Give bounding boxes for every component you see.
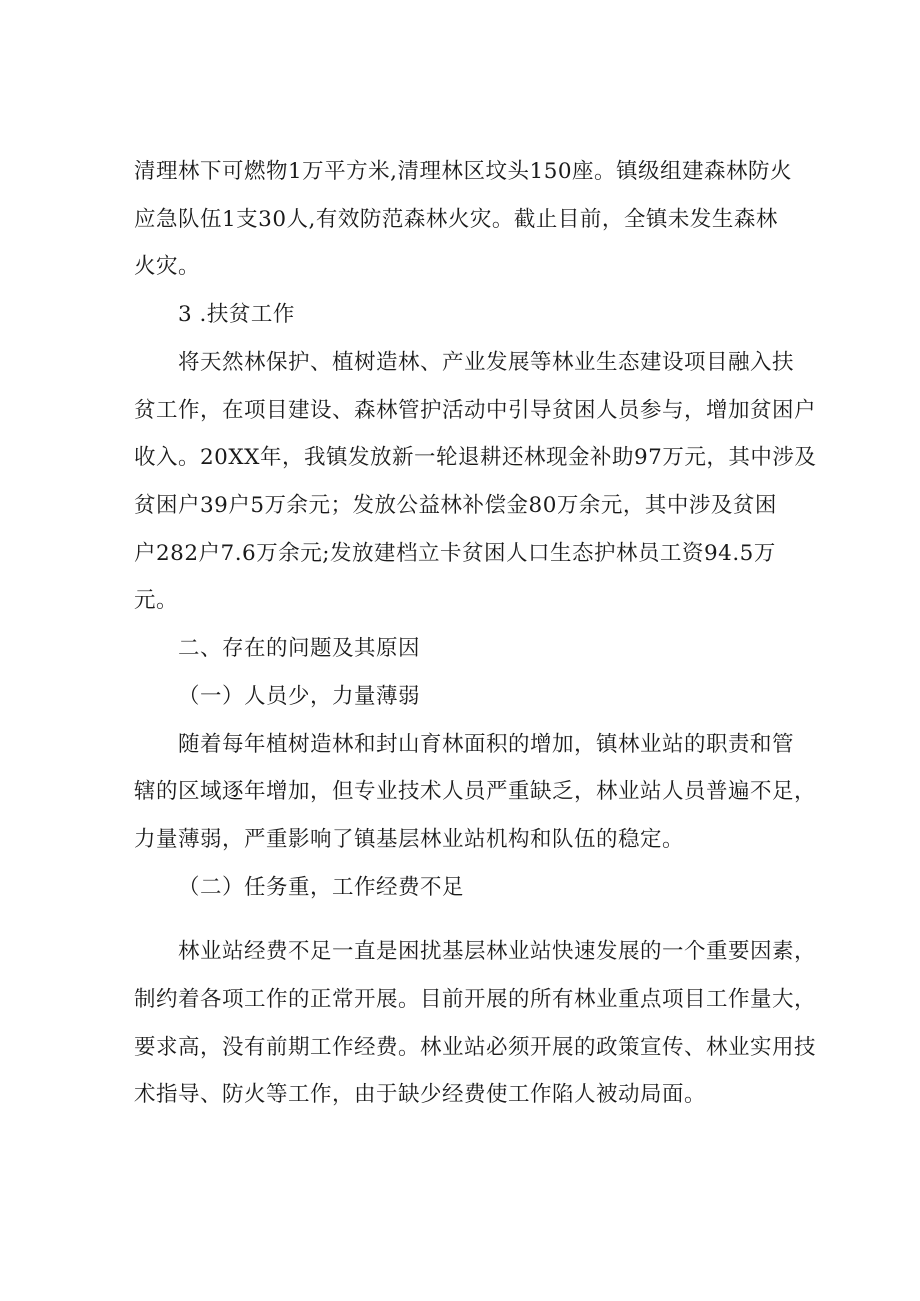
subsection-heading-funding: （二）任务重，工作经费不足 [178,875,465,900]
paragraph-line: 术指导、防火等工作，由于缺少经费使工作陷人被动局面。 [134,1082,707,1107]
paragraph-line: 应急队伍1支30人,有效防范森林火灾。截止目前，全镇未发生森林 [134,207,778,232]
paragraph-line: 收入。20XX年，我镇发放新一轮退耕还林现金补助97万元，其中涉及 [134,445,817,470]
paragraph-line: 贫困户39户5万余元；发放公益林补偿金80万余元，其中涉及贫困 [134,493,777,518]
paragraph-line: 制约着各项工作的正常开展。目前开展的所有林业重点项目工作量大， [134,987,817,1012]
paragraph-line: 要求高，没有前期工作经费。林业站必须开展的政策宣传、林业实用技 [134,1035,817,1060]
paragraph-line: 火灾。 [134,254,201,279]
paragraph-line: 清理林下可燃物1万平方米,清理林区坟头150座。镇级组建森林防火 [134,159,793,184]
section-heading-poverty-work: 3 .扶贫工作 [178,302,295,327]
paragraph-line: 辖的区域逐年增加，但专业技术人员严重缺乏，林业站人员普遍不足， [134,779,817,804]
paragraph-line: 将天然林保护、植树造林、产业发展等林业生态建设项目融入扶 [178,350,795,375]
paragraph-line: 贫工作，在项目建设、森林管护活动中引导贫困人员参与，增加贫困户 [134,398,817,423]
paragraph-line: 林业站经费不足一直是困扰基层林业站快速发展的一个重要因素， [178,939,817,964]
paragraph-line: 力量薄弱，严重影响了镇基层林业站机构和队伍的稳定。 [134,827,685,852]
paragraph-line: 随着每年植树造林和封山育林面积的增加，镇林业站的职责和管 [178,732,795,757]
paragraph-line: 元。 [134,588,179,613]
subsection-heading-staff: （一）人员少，力量薄弱 [178,684,421,709]
paragraph-line: 户282户7.6万余元;发放建档立卡贫困人口生态护林员工资94.5万 [134,541,776,566]
section-heading-problems: 二、存在的问题及其原因 [178,636,421,661]
